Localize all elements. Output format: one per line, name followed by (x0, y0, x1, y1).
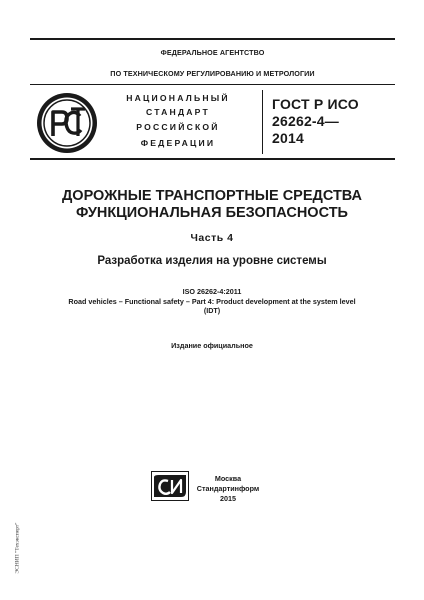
publisher-city: Москва (214, 474, 242, 483)
gost-designation-3: 2014 (272, 130, 304, 146)
publisher-name: Стандартинформ (196, 484, 260, 493)
standartinform-logo-icon (151, 471, 189, 501)
standard-word-3: РОССИЙСКОЙ (136, 122, 220, 132)
iso-identity-note: (IDT) (203, 306, 221, 315)
gost-designation-2: 26262-4— (272, 113, 339, 129)
rst-emblem-icon (36, 92, 98, 154)
document-part: Часть 4 (190, 232, 234, 244)
standard-word-2: СТАНДАРТ (146, 107, 210, 117)
header-rule (30, 84, 395, 85)
standard-rule (30, 158, 395, 160)
vertical-divider (262, 90, 263, 154)
standard-word-4: ФЕДЕРАЦИИ (140, 138, 216, 148)
standard-word-1: НАЦИОНАЛЬНЫЙ (126, 93, 230, 103)
iso-reference: ISO 26262-4:2011 (182, 287, 242, 296)
edition-note: Издание официальное (171, 341, 253, 350)
top-rule (30, 38, 395, 40)
agency-line-2: ПО ТЕХНИЧЕСКОМУ РЕГУЛИРОВАНИЮ И МЕТРОЛОГИИ (110, 69, 315, 78)
publisher-year: 2015 (220, 494, 236, 503)
document-title-line-2: ФУНКЦИОНАЛЬНАЯ БЕЗОПАСНОСТЬ (76, 205, 348, 221)
document-subtitle: Разработка изделия на уровне системы (97, 255, 327, 267)
gost-designation-1: ГОСТ Р ИСО (272, 96, 359, 112)
side-watermark-note: ЭСНИП "Техэксперт" (14, 522, 21, 574)
iso-english-title: Road vehicles – Functional safety – Part 4: Product development at the system level (68, 297, 356, 306)
agency-line-1: ФЕДЕРАЛЬНОЕ АГЕНТСТВО (160, 48, 265, 57)
document-title-line-1: ДОРОЖНЫЕ ТРАНСПОРТНЫЕ СРЕДСТВА (61, 188, 363, 204)
